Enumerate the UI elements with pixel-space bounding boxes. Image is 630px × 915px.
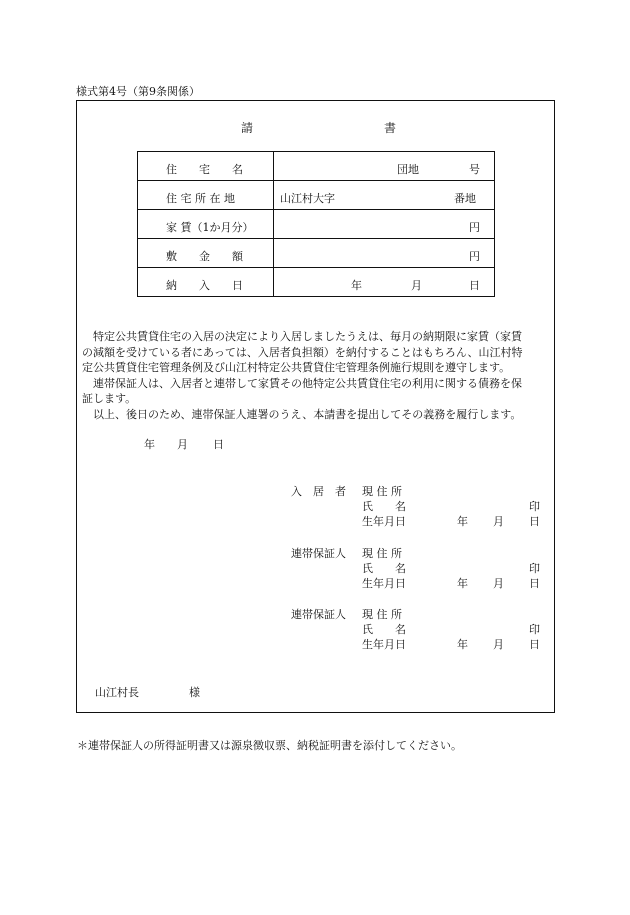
table-row-deposit — [138, 239, 495, 268]
signer-3-birth-month: 月 — [493, 638, 504, 651]
paragraph-1-line-3: 定公共賃貸住宅管理条例及び山江村特定公共賃貸住宅管理条例施行規則を遵守します。 — [82, 361, 511, 374]
signer-2-address-label: 現 住 所 — [362, 547, 402, 560]
signer-2-birth-year: 年 — [457, 577, 468, 590]
value-move-in-date — [274, 268, 495, 297]
signer-3-name-label: 氏 名 — [362, 623, 406, 636]
signer-1-birth-month: 月 — [493, 515, 504, 528]
paragraph-2-line-2: 証します。 — [82, 392, 137, 405]
unit-banchi: 番地 — [454, 192, 476, 205]
label-address: 住 宅 所 在 地 — [138, 181, 274, 210]
unit-year: 年 — [351, 279, 362, 292]
signer-3-birth-day: 日 — [529, 638, 540, 651]
signer-3-role: 連帯保証人 — [291, 608, 346, 621]
value-address — [274, 181, 495, 210]
label-move-in-date: 納 入 日 — [138, 268, 274, 297]
table-row-housing-name — [138, 152, 495, 181]
date-month: 月 — [177, 438, 188, 451]
paragraph-1-line-2: の減額を受けている者にあっては、入居者負担額）を納付することはもちろん、山江村特 — [82, 345, 523, 359]
paragraph-3-line-1: 以上、後日のため、連帯保証人連署のうえ、本請書を提出してその義務を履行します。 — [82, 407, 522, 421]
signer-1-role: 入 居 者 — [291, 485, 346, 498]
unit-yen-rent: 円 — [469, 221, 480, 234]
signer-2-seal: 印 — [529, 562, 540, 575]
addressee-name: 山江村長 — [95, 686, 139, 699]
signer-2-role: 連帯保証人 — [291, 547, 346, 560]
signer-3-seal: 印 — [529, 623, 540, 636]
form-number-label: 様式第4号（第9条関係） — [76, 85, 200, 98]
signer-1-birth-year: 年 — [457, 515, 468, 528]
signer-3-birth-year: 年 — [457, 638, 468, 651]
paragraph-1-line-1: 特定公共賃貸住宅の入居の決定により入居しましたうえは、毎月の納期限に家賃（家賃 — [82, 330, 522, 343]
label-housing-name: 住 宅 名 — [138, 152, 274, 181]
signer-2-birth-month: 月 — [493, 577, 504, 590]
value-housing-name — [274, 152, 495, 181]
table-row-move-in-date — [138, 268, 495, 297]
unit-month: 月 — [411, 279, 422, 292]
unit-day: 日 — [469, 279, 480, 292]
unit-go: 号 — [469, 163, 480, 176]
signer-3-birth-label: 生年月日 — [362, 638, 406, 651]
label-rent: 家 賃（1か月分） — [138, 210, 274, 239]
label-deposit: 敷 金 額 — [138, 239, 274, 268]
table-row-address — [138, 181, 495, 210]
address-prefix: 山江村大字 — [280, 192, 335, 205]
unit-yen-deposit: 円 — [469, 250, 480, 263]
signer-1-address-label: 現 住 所 — [362, 485, 402, 498]
value-rent — [274, 210, 495, 239]
signer-1-birth-label: 生年月日 — [362, 515, 406, 528]
date-day: 日 — [213, 438, 224, 451]
signer-1-birth-day: 日 — [529, 515, 540, 528]
title-char-1: 請 — [241, 121, 254, 135]
info-table — [137, 151, 495, 297]
value-deposit — [274, 239, 495, 268]
date-year: 年 — [144, 438, 155, 451]
paragraph-1 — [82, 329, 552, 422]
table-row-rent — [138, 210, 495, 239]
addressee-honorific: 様 — [189, 686, 200, 699]
signer-1-name-label: 氏 名 — [362, 500, 406, 513]
title-char-2: 書 — [384, 121, 397, 135]
signer-2-name-label: 氏 名 — [362, 562, 406, 575]
signer-3-address-label: 現 住 所 — [362, 608, 402, 621]
unit-danchi: 団地 — [397, 163, 419, 176]
paragraph-2-line-1: 連帯保証人は、入居者と連帯して家賃その他特定公共賃貸住宅の利用に関する債務を保 — [82, 376, 522, 390]
signer-2-birth-label: 生年月日 — [362, 577, 406, 590]
signer-2-birth-day: 日 — [529, 577, 540, 590]
footnote: ＊連帯保証人の所得証明書又は源泉徴収票、納税証明書を添付してください。 — [77, 739, 462, 752]
signer-1-seal: 印 — [529, 500, 540, 513]
